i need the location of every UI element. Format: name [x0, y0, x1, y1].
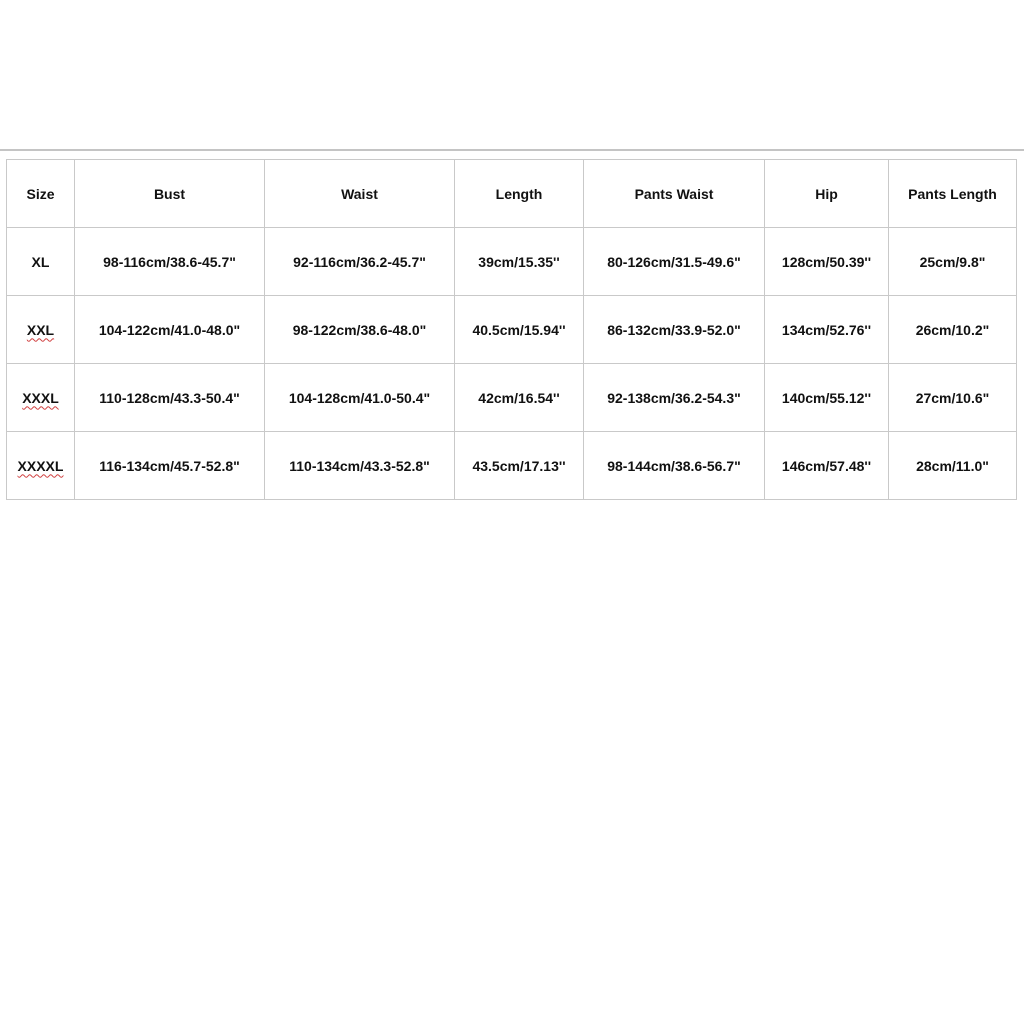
- header-hip: Hip: [765, 160, 889, 228]
- waist-cell: 110-134cm/43.3-52.8": [265, 432, 455, 500]
- waist-cell: 92-116cm/36.2-45.7": [265, 228, 455, 296]
- size-chart-table: [6, 159, 1017, 500]
- table-row: [7, 228, 1017, 296]
- header-bust: Bust: [75, 160, 265, 228]
- bust-cell: 104-122cm/41.0-48.0": [75, 296, 265, 364]
- pants-length-cell: 26cm/10.2": [889, 296, 1017, 364]
- size-cell: [7, 296, 75, 364]
- pants-waist-cell: 98-144cm/38.6-56.7": [584, 432, 765, 500]
- table-row: [7, 432, 1017, 500]
- header-pants-waist: Pants Waist: [584, 160, 765, 228]
- header-length: Length: [455, 160, 584, 228]
- size-cell: [7, 432, 75, 500]
- length-cell: 39cm/15.35'': [455, 228, 584, 296]
- bust-cell: 98-116cm/38.6-45.7": [75, 228, 265, 296]
- pants-length-cell: 25cm/9.8": [889, 228, 1017, 296]
- size-cell: [7, 364, 75, 432]
- size-cell: [7, 228, 75, 296]
- hip-cell: 140cm/55.12'': [765, 364, 889, 432]
- hip-cell: 146cm/57.48'': [765, 432, 889, 500]
- hip-cell: 128cm/50.39'': [765, 228, 889, 296]
- table-row: [7, 296, 1017, 364]
- header-size: Size: [7, 160, 75, 228]
- waist-cell: 98-122cm/38.6-48.0": [265, 296, 455, 364]
- bust-cell: 116-134cm/45.7-52.8": [75, 432, 265, 500]
- pants-waist-cell: 80-126cm/31.5-49.6": [584, 228, 765, 296]
- bust-cell: 110-128cm/43.3-50.4": [75, 364, 265, 432]
- header-waist: Waist: [265, 160, 455, 228]
- top-divider: [0, 149, 1024, 151]
- header-row: [7, 160, 1017, 228]
- length-cell: 43.5cm/17.13'': [455, 432, 584, 500]
- hip-cell: 134cm/52.76'': [765, 296, 889, 364]
- pants-waist-cell: 92-138cm/36.2-54.3": [584, 364, 765, 432]
- size-label: XXL: [26, 321, 55, 338]
- length-cell: 40.5cm/15.94'': [455, 296, 584, 364]
- header-pants-length: Pants Length: [889, 160, 1017, 228]
- waist-cell: 104-128cm/41.0-50.4": [265, 364, 455, 432]
- size-label: XXXXL: [17, 457, 64, 474]
- table-row: [7, 364, 1017, 432]
- size-label: XL: [31, 253, 50, 270]
- pants-length-cell: 28cm/11.0": [889, 432, 1017, 500]
- size-label: XXXL: [22, 389, 59, 406]
- pants-waist-cell: 86-132cm/33.9-52.0": [584, 296, 765, 364]
- length-cell: 42cm/16.54'': [455, 364, 584, 432]
- pants-length-cell: 27cm/10.6": [889, 364, 1017, 432]
